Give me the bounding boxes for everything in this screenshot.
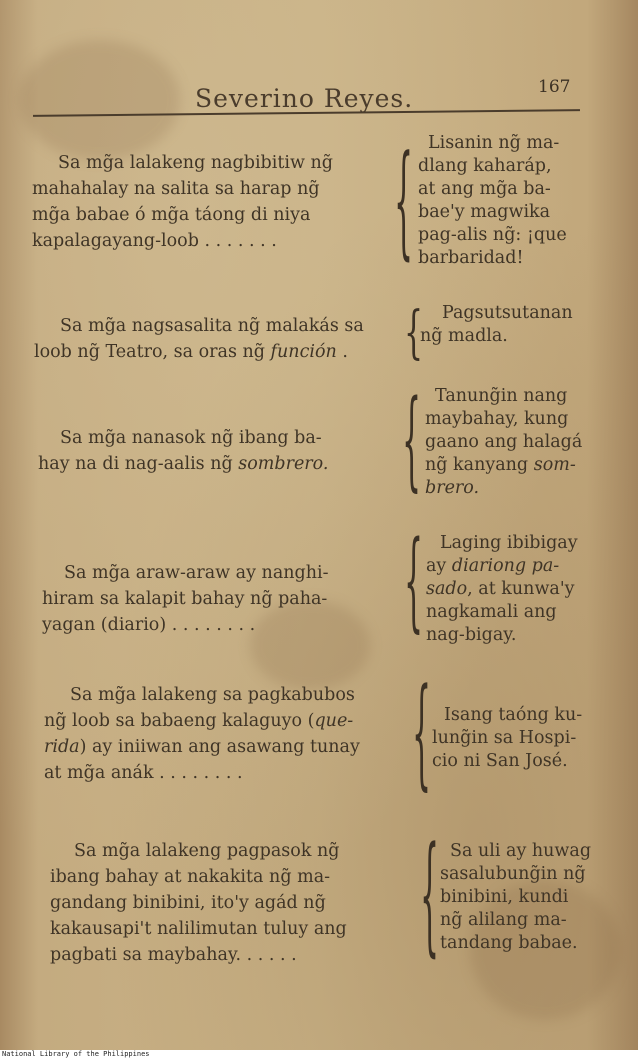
entry-6-condition: Sa mg̃a lalakeng pagpasok ng̃ ibang bahay at nakakita ng̃ ma- gandang binibini, ito'y agád ng̃ kakausapi't nalilimutan tuluy ang pagbati sa maybahay. . . . . . (50, 841, 347, 965)
entry-3-penalty: Tanung̃in nang maybahay, kung gaano ang halagá ng̃ kanyang som- brero. (425, 386, 583, 498)
entry-6-brace: { (420, 822, 440, 973)
entry-4-brace: { (404, 520, 424, 647)
entry-3-brace: { (402, 379, 422, 506)
entry-5-brace: { (412, 665, 432, 806)
entry-1-brace: { (394, 131, 414, 276)
entry-1-condition: Sa mg̃a lalakeng nagbibitiw ng̃ mahahalay na salita sa harap ng̃ mg̃a babae ó mg̃a táong di niya kapalagayang-loob . . . . . . . (32, 153, 333, 251)
entry-5-penalty: Isang taóng ku- lung̃in sa Hospi- cio ni San José. (432, 705, 583, 771)
entry-4-condition: Sa mg̃a araw-araw ay nanghi- hiram sa kalapit bahay ng̃ paha- yagan (diario) . . . . . . . . (42, 563, 329, 635)
running-header-title: Severino Reyes. (195, 84, 414, 113)
entry-5-condition: Sa mg̃a lalakeng sa pagkabubos ng̃ loob sa babaeng kalaguyo (que- rida) ay iniiwan ang asawang tunay at mg̃a anák . . . . . . . . (44, 685, 360, 783)
entry-3-condition: Sa mg̃a nanasok ng̃ ibang ba- hay na di nag-aalis ng̃ sombrero. (38, 428, 329, 474)
entry-2-penalty: Pagsutsutanan ng̃ madla. (420, 303, 573, 346)
entry-1-penalty: Lisanin ng̃ ma- dlang kaharáp, at ang mg̃a ba- bae'y magwika pag-alis ng̃: ¡que barbaridad! (418, 133, 567, 268)
entry-2-brace: { (404, 300, 424, 367)
entry-2-condition: Sa mg̃a nagsasalita ng̃ malakás sa loob ng̃ Teatro, sa oras ng̃ función . (34, 316, 364, 362)
entry-6-penalty: Sa uli ay huwag sasalubung̃in ng̃ binibini, kundi ng̃ alilang ma- tandang babae. (440, 841, 592, 953)
library-footer: National Library of the Philippines (0, 1050, 638, 1058)
entry-4-penalty: Laging ibibigay ay diariong pa- sado, at kunwa'y nagkamali ang nag-bigay. (426, 533, 578, 645)
page-number: 167 (538, 77, 571, 97)
